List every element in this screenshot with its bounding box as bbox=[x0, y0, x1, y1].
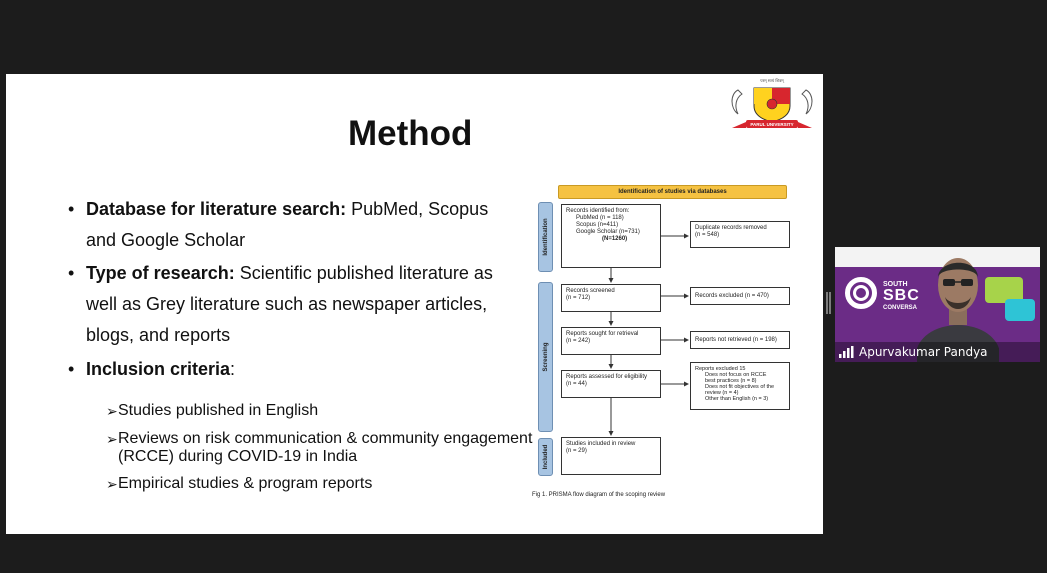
side-label-identification: Identification bbox=[538, 202, 553, 272]
box-reports-assessed: Reports assessed for eligibility (n = 44) bbox=[561, 370, 661, 398]
svg-text:परम् सत्यं शिवम्: परम् सत्यं शिवम् bbox=[760, 78, 784, 83]
figure-caption: Fig 1. PRISMA flow diagram of the scoping review bbox=[532, 492, 666, 498]
sub-bullet-english: ➢ Studies published in English bbox=[106, 402, 319, 419]
box-records-identified: Records identified from: PubMed (n = 118) Scopus (n=411) Google Scholar (n=731) (N=1260) bbox=[561, 204, 661, 268]
background-sbc-text: SBC bbox=[883, 287, 920, 304]
side-label-screening: Screening bbox=[538, 282, 553, 432]
side-label-included: Included bbox=[538, 438, 553, 476]
prisma-arrows bbox=[6, 74, 823, 534]
bullet-research-type: • Type of research: Scientific published literature as well as Grey literature such as newspaper articles, blogs, and reports bbox=[68, 263, 493, 345]
background-conversa-text: CONVERSA bbox=[883, 305, 918, 311]
box-records-screened: Records screened (n = 712) bbox=[561, 284, 661, 312]
sbc-logo-inner-ring bbox=[853, 285, 869, 301]
connection-signal-icon bbox=[839, 346, 855, 358]
box-reports-excluded: Reports excluded 15 Does not focus on RCCE best practices (n = 8) Does not fit objectives of the review (n = 4) Other than English (n = 3) bbox=[690, 362, 790, 410]
participant-video-tile[interactable] bbox=[835, 247, 1040, 362]
background-cyan-tag bbox=[1005, 299, 1035, 321]
box-studies-included: Studies included in review (n = 29) bbox=[561, 437, 661, 475]
background-south-text: SOUTH bbox=[883, 281, 908, 288]
sub-bullet-rcce: ➢ Reviews on risk communication & community engagement (RCCE) during COVID-19 in India bbox=[106, 430, 533, 465]
bullet-inclusion: • Inclusion criteria: bbox=[68, 359, 236, 379]
panel-resize-handle[interactable] bbox=[826, 292, 831, 314]
participant-name-label: Apurvakumar Pandya bbox=[835, 342, 1040, 362]
bullet-database: • Database for literature search: PubMed, Scopus and Google Scholar bbox=[68, 199, 489, 250]
sub-bullet-empirical: ➢ Empirical studies & program reports bbox=[106, 475, 373, 492]
box-reports-sought: Reports sought for retrieval (n = 242) bbox=[561, 327, 661, 355]
prisma-banner: Identification of studies via databases bbox=[558, 185, 787, 199]
box-records-excluded: Records excluded (n = 470) bbox=[690, 287, 790, 305]
box-duplicates-removed: Duplicate records removed (n = 548) bbox=[690, 221, 790, 248]
svg-text:PARUL UNIVERSITY: PARUL UNIVERSITY bbox=[750, 122, 794, 127]
prisma-diagram bbox=[6, 74, 823, 534]
shared-slide: Method परम् सत्यं शिवम् PARUL UNIVERSITY • Database for literature search: PubMed, Scopus and Google Scholar • Type of research: Scientific published literature as well as Grey literature such as newspaper articles, blogs, and reports • Inclusion criteria: ➢ Studies published in English ➢ Reviews on risk communication & community engagement (RCCE) during COVID-19 in India ➢ Empirical studies & program reports Identification of studies via databases Identification Screening Included Records identified from: PubMed (n = 118) Scopus (n=411) Google Scholar (n=731) (N=1260) Duplicate records removed (n = 548) Records screened (n = 712) Records excluded (n = 470) Reports sought for retrieval (n = 242) Reports not retrieved (n = 198) Reports assessed for eligibility (n = 44) Reports excluded 15 Does not focus on RCCE best practices (n = 8) Does not fit objectives of the review (n = 4) Other than English (n = 3) Studies included in review (n = 29) Fig 1. PRISMA flow diagram of the scoping review bbox=[6, 74, 823, 534]
box-reports-not-retrieved: Reports not retrieved (n = 198) bbox=[690, 331, 790, 349]
